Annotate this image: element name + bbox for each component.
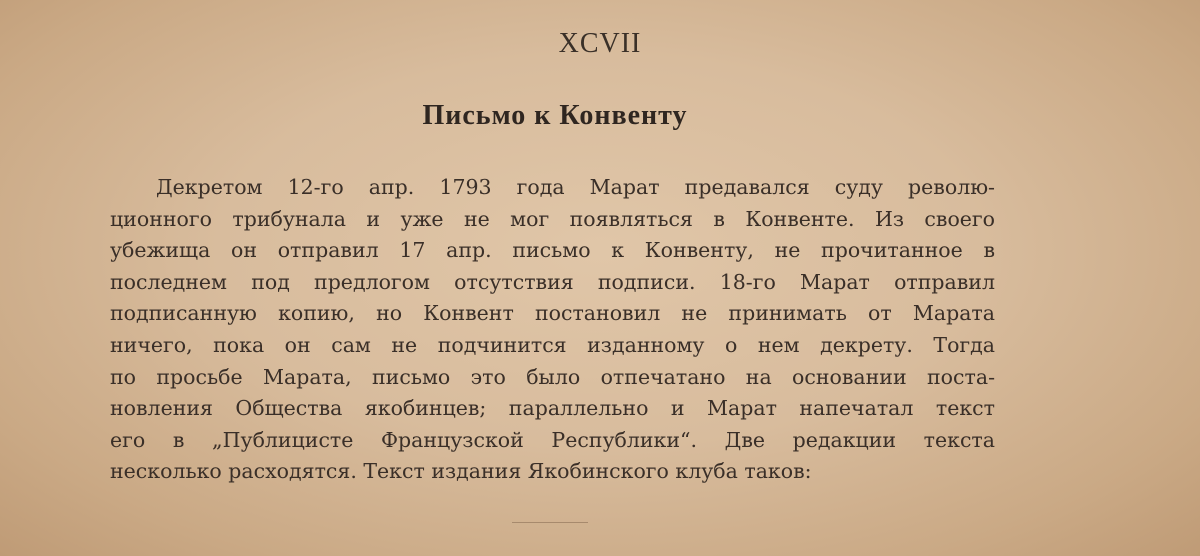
paragraph-line: его в „Публицисте Французской Республики“. Две редакции текста bbox=[110, 427, 995, 452]
paragraph-line: убежища он отправил 17 апр. письмо к Конвенту, не прочитанное в bbox=[110, 238, 995, 263]
section-divider bbox=[512, 522, 588, 523]
chapter-title: Письмо к Конвенту bbox=[422, 100, 688, 131]
paragraph-line: подписанную копию, но Конвент постановил не принимать от Марата bbox=[110, 301, 995, 326]
paragraph-line: Декретом 12-го апр. 1793 года Марат предавался суду револю- bbox=[156, 175, 995, 199]
body-paragraph bbox=[110, 172, 995, 488]
paragraph-line: последнем под предлогом отсутствия подписи. 18-го Марат отправил bbox=[110, 269, 995, 294]
paragraph-line: ничего, пока он сам не подчинится изданному о нем декрету. Тогда bbox=[110, 332, 995, 357]
paragraph-line: новления Общества якобинцев; параллельно и Марат напечатал текст bbox=[110, 396, 995, 421]
paragraph-line: несколько расходятся. Текст издания Якобинского клуба таков: bbox=[110, 459, 812, 484]
chapter-number: XCVII bbox=[558, 28, 642, 59]
paragraph-line: ционного трибунала и уже не мог появляться в Конвенте. Из своего bbox=[110, 206, 995, 231]
paragraph-line: по просьбе Марата, письмо это было отпечатано на основании поста- bbox=[110, 364, 995, 389]
